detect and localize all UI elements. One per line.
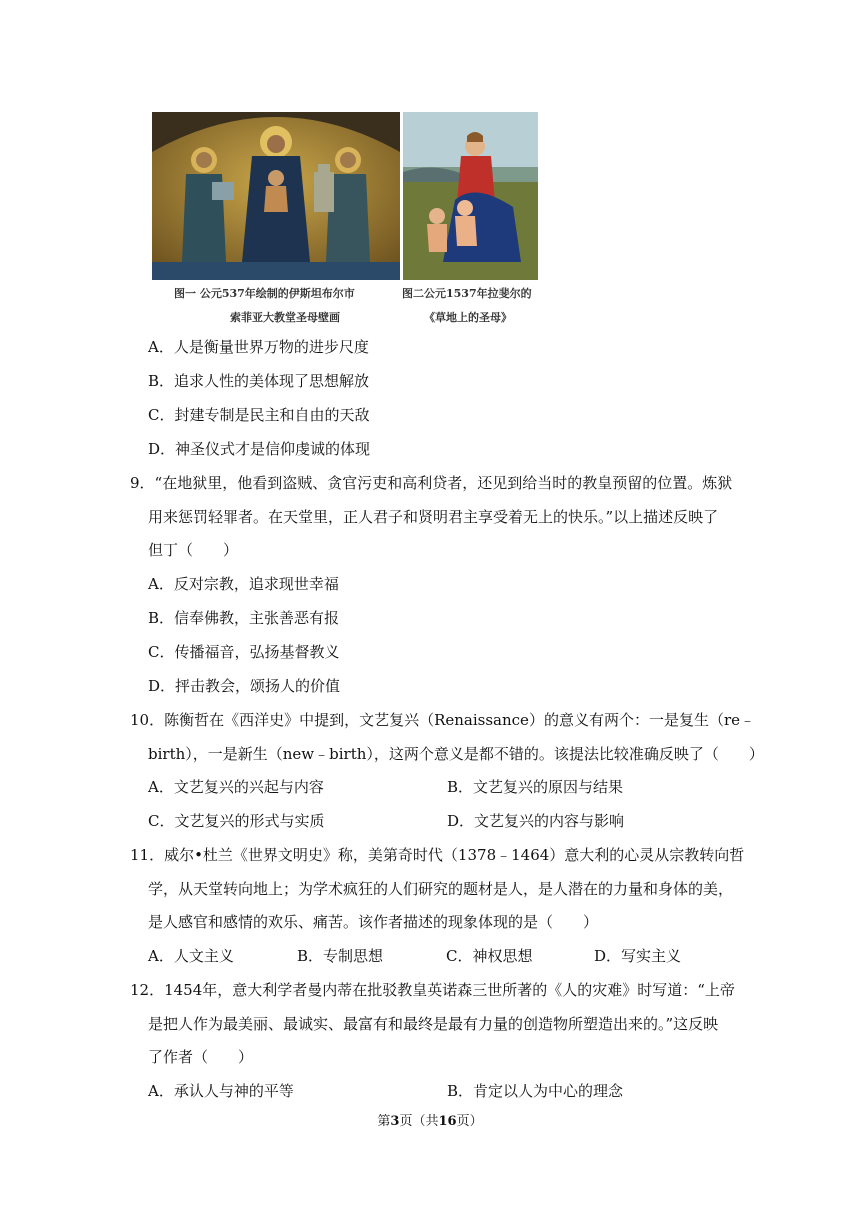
q12-stem-line3: 了作者（ ） [148,1048,254,1066]
madonna-painting-image [403,112,538,280]
q9-option-d: D．抨击教会，颂扬人的价值 [148,677,341,695]
footer-prefix: 第 [377,1114,391,1129]
q9-option-c: C．传播福音，弘扬基督教义 [148,643,340,661]
page-footer [0,1110,860,1129]
q9-stem-line2: 用来惩罚轻罪者。在天堂里，正人君子和贤明君主享受着无上的快乐。”以上描述反映了 [148,508,719,526]
total-pages: 16 [438,1114,457,1129]
q10-stem-line2: birth），一是新生（new﹣birth），这两个意义是都不错的。该提法比较准确反映了（ ） [148,745,764,763]
figure2-caption-line2: 《草地上的圣母》 [424,311,512,324]
q11-stem-line1: 11．威尔•杜兰《世界文明史》称，美第奇时代（1378﹣1464）意大利的心灵从宗教转向哲 [130,846,745,864]
footer-suffix: 页） [456,1114,483,1129]
q12-stem-line1: 12．1454年，意大利学者曼内蒂在批驳教皇英诺森三世所著的《人的灾难》时写道：“上帝 [130,981,735,999]
q12-option-b: B．肯定以人为中心的理念 [447,1082,624,1100]
q8-option-a: A．人是衡量世界万物的进步尺度 [148,338,369,356]
q9-stem-line1: 9．“在地狱里，他看到盗贼、贪官污吏和高利贷者，还见到给当时的教皇预留的位置。炼狱 [130,474,733,492]
q10-option-d: D．文艺复兴的内容与影响 [447,812,625,830]
q10-option-a: A．文艺复兴的兴起与内容 [148,778,324,796]
figure1-caption-line2: 索菲亚大教堂圣母壁画 [230,311,340,324]
footer-middle: 页（共 [399,1114,439,1129]
figure-group [150,110,540,330]
q8-option-b: B．追求人性的美体现了思想解放 [148,372,370,390]
q10-option-c: C．文艺复兴的形式与实质 [148,812,325,830]
q11-stem-line3: 是人感官和感情的欢乐、痛苦。该作者描述的现象体现的是（ ） [148,913,599,931]
q10-option-b: B．文艺复兴的原因与结果 [447,778,624,796]
q9-option-b: B．信奉佛教，主张善恶有报 [148,609,340,627]
q10-stem-line1: 10．陈衡哲在《西洋史》中提到，文艺复兴（Renaissance）的意义有两个：一是复生（re﹣ [130,711,755,729]
q11-option-d: D．写实主义 [594,947,682,965]
mosaic-image [152,112,400,280]
q12-stem-line2: 是把人作为最美丽、最诚实、最富有和最终是最有力量的创造物所塑造出来的。”这反映 [148,1015,719,1033]
q9-option-a: A．反对宗教，追求现世幸福 [148,575,339,593]
figure2-caption-line1: 图二公元1537年拉斐尔的 [402,287,532,300]
q11-option-b: B．专制思想 [297,947,384,965]
q11-stem-line2: 学，从天堂转向地上；为学术疯狂的人们研究的题材是人，是人潜在的力量和身体的美， [148,880,734,898]
figure1-caption-line1: 图一 公元537年绘制的伊斯坦布尔市 [174,287,355,300]
q9-stem-line3: 但丁（ ） [148,541,239,559]
q11-option-a: A．人文主义 [148,947,234,965]
page-number: 3 [390,1114,400,1129]
q8-option-d: D．神圣仪式才是信仰虔诚的体现 [148,440,371,458]
q11-option-c: C．神权思想 [446,947,533,965]
q8-option-c: C．封建专制是民主和自由的天敌 [148,406,370,424]
q12-option-a: A．承认人与神的平等 [148,1082,294,1100]
